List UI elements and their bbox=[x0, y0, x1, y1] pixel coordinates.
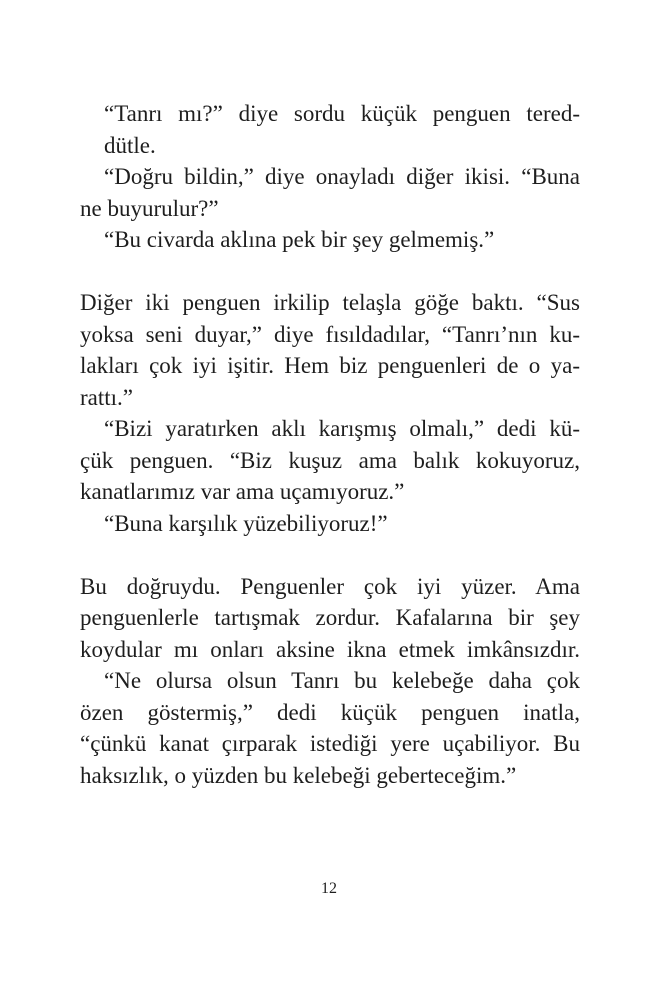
text-line: özen göstermiş,” dedi küçük penguen inatla, bbox=[80, 699, 580, 725]
page-number: 12 bbox=[321, 880, 337, 897]
body-text bbox=[80, 98, 580, 791]
text-line: “Buna karşılık yüzebiliyoruz!” bbox=[104, 510, 388, 536]
text-line: “Bizi yaratırken aklı karışmış olmalı,” dedi kü- bbox=[104, 416, 580, 441]
text-line: yoksa seni duyar,” diye fısıldadılar, “Tanrı’nın ku- bbox=[80, 321, 580, 347]
text-line: lakları çok iyi işitir. Hem biz penguenleri de o ya- bbox=[80, 353, 580, 378]
text-line: kanatlarımız var ama uçamıyoruz.” bbox=[80, 479, 405, 504]
paragraph-gap bbox=[80, 256, 580, 288]
text-line: rattı.” bbox=[80, 384, 133, 410]
text-line: haksızlık, o yüzden bu kelebeği geberteceğim.” bbox=[80, 762, 517, 788]
text-line: Diğer iki penguen irkilip telaşla göğe baktı. “Sus bbox=[80, 290, 580, 315]
text-line: penguenlerle tartışmak zordur. Kafalarına bir şey bbox=[80, 605, 580, 630]
text-line: ne buyurulur?” bbox=[80, 195, 219, 221]
text-line: dütle. bbox=[104, 132, 156, 158]
text-line: “Doğru bildin,” diye onayladı diğer ikisi. “Buna bbox=[104, 164, 580, 189]
text-line: “çünkü kanat çırparak istediği yere uçabiliyor. Bu bbox=[80, 731, 580, 756]
text-line: koydular mı onları aksine ikna etmek imkânsızdır. bbox=[80, 636, 580, 662]
text-line: “Ne olursa olsun Tanrı bu kelebeğe daha çok bbox=[104, 668, 580, 693]
text-line: “Tanrı mı?” diye sordu küçük penguen tered- bbox=[104, 101, 580, 126]
paragraph-gap bbox=[80, 539, 580, 571]
text-line: “Bu civarda aklına pek bir şey gelmemiş.” bbox=[104, 227, 495, 252]
text-line: Bu doğruydu. Penguenler çok iyi yüzer. Ama bbox=[80, 573, 580, 599]
text-line: çük penguen. “Biz kuşuz ama balık kokuyoruz, bbox=[80, 447, 580, 473]
